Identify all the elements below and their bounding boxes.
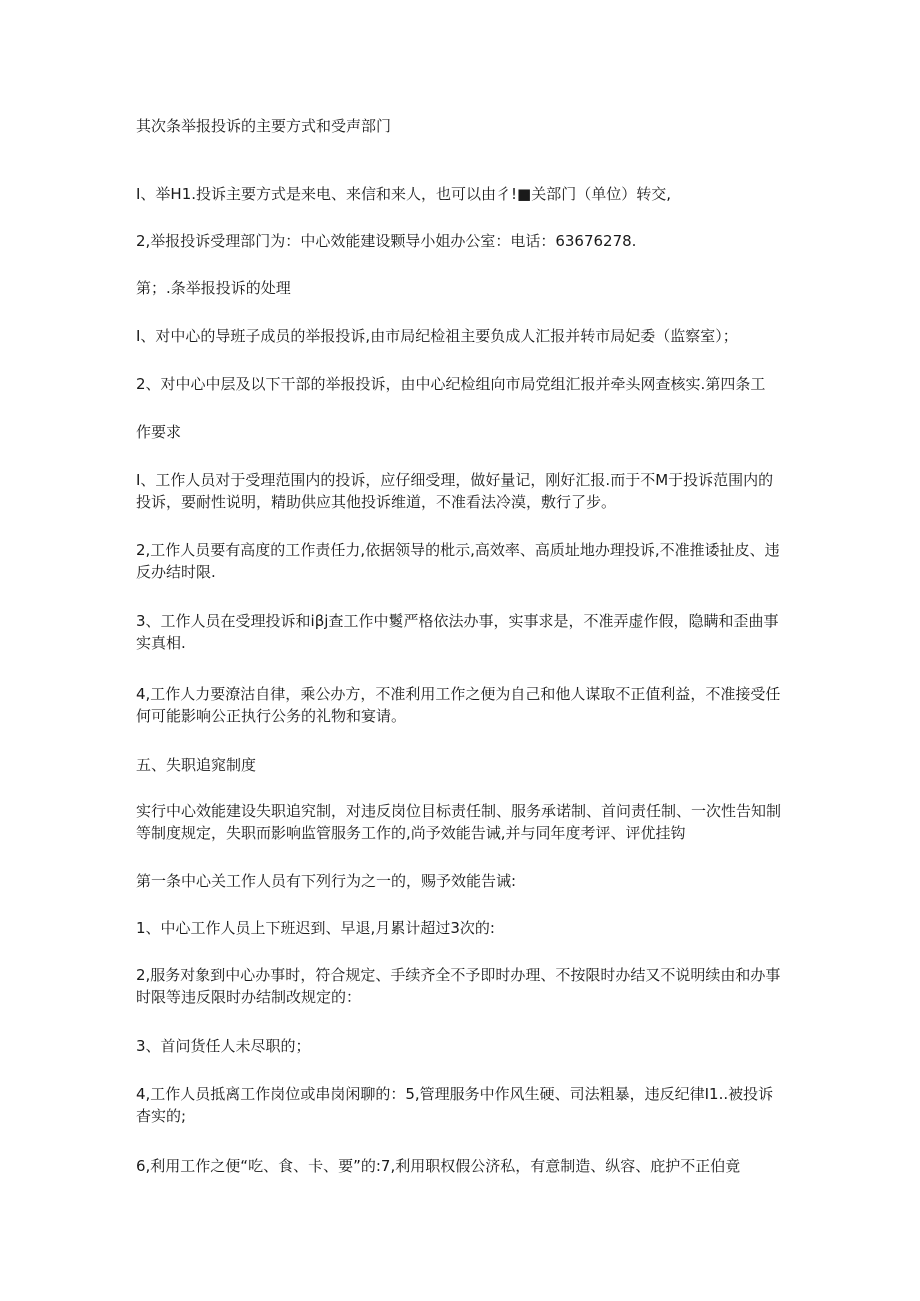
- section-heading: 第一条中心关工作人员有下列行为之一的，赐予效能告诫:: [136, 872, 517, 890]
- paragraph: 3、工作人员在受理投诉和iβj查工作中鬉严格依法办事，实事求是，不准弄虚作假，隐瞒和歪曲事实真相.: [136, 612, 779, 652]
- section-heading: 作要求: [136, 423, 182, 441]
- paragraph: 3、首问货任人未尽职的；: [136, 1037, 311, 1055]
- paragraph: 2,举报投诉受理部门为：中心效能建设颗导小姐办公室：电话：63676278.: [136, 232, 637, 250]
- paragraph: 4,工作人力要潦沽自律，乘公办方，不准利用工作之便为自己和他人谋取不正值利益，不准接受任何可能影响公正执行公务的礼物和宴请。: [136, 685, 781, 725]
- section-heading: 其次条举报投诉的主要方式和受声部门: [136, 117, 392, 135]
- paragraph: I、工作人员对于受理范围内的投诉，应仔细受理，做好量记，刚好汇报.而于不M于投诉范围内的投诉，要耐性说明，精助供应其他投诉维道，不准看法冷漠，敷行了步。: [136, 471, 774, 511]
- section-heading: 五、失职追窕制度: [136, 756, 257, 774]
- paragraph: I、对中心的导班子成员的举报投诉,由市局纪检祖主要负成人汇报并转市局妃委（监察室）；: [136, 327, 738, 345]
- paragraph: 1、中心工作人员上下班迟到、早退,月累计超过3次的:: [136, 919, 495, 937]
- paragraph: 4,工作人员抵离工作岗位或串岗闲聊的：5,管理服务中作风生硬、司法粗暴，违反纪律I1..被投诉杳实的;: [136, 1085, 774, 1125]
- paragraph: 2、对中心中层及以下干部的举报投诉，由中心纪检组向市局党组汇报并牵头网查核实.第四条工: [136, 375, 766, 393]
- paragraph: 2,服务对象到中心办事时，符合规定、手续齐全不予即时办理、不按限时办结又不说明续由和办事时限等违反限时办结制改规定的：: [136, 966, 781, 1006]
- paragraph: 实行中心效能建设失职追究制，对违反岗位目标责任制、服务承诺制、首问责任制、一次性告知制等制度规定，失职而影响监管服务工作的,尚予效能告诫,并与同年度考评、评优挂钩: [136, 802, 782, 842]
- paragraph: I、举H1.投诉主要方式是来电、来信和来人，也可以由彳!■关部门（单位）转交,: [136, 185, 671, 203]
- section-heading: 第；.条举报投诉的处理: [136, 279, 291, 297]
- paragraph: 6,利用工作之便“吃、食、卡、要”的:7,利用职权假公济私，有意制造、纵容、庇护不正伯竟: [136, 1157, 741, 1175]
- paragraph: 2,工作人员要有高度的工作责任力,依据领导的枇示,高效率、高质址地办理投诉,不准推诿扯皮、违反办结时限.: [136, 541, 780, 581]
